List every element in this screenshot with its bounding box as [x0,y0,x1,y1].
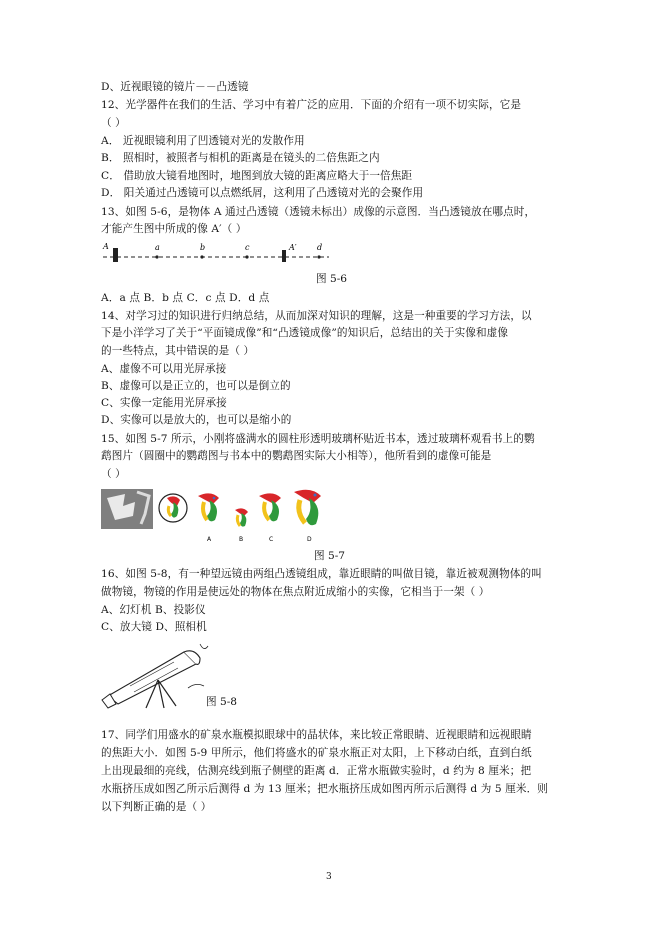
q15-stem: 15、如图 5-7 所示，小刚将盛满水的圆柱形透明玻璃杯贴近书本，透过玻璃杯观看书上的鹦 [101,433,535,445]
point-d [317,255,320,258]
q15-blank: （ ） [101,468,126,480]
figure-5-7 [101,486,337,546]
q11-option-d: D、近视眼镜的镜片－－凸透镜 [101,81,249,93]
parrot-option-a [198,493,219,521]
q16-stem: 16、如图 5-8，有一种望远镜由两组凸透镜组成，靠近眼睛的叫做目镜，靠近被观测物体的叫 [101,568,542,580]
figure-5-6-caption: 图 5-6 [316,273,348,285]
parrot-option-b [235,508,248,526]
object-a [113,248,118,262]
q12-stem: 12、光学器件在我们的生活、学习中有着广泛的应用．下面的介绍有一项不切实际，它是 [101,99,522,111]
q12-option-a: A． 近视眼镜利用了凹透镜对光的发散作用 [101,135,305,147]
q17-stem-cont3: 水瓶挤压成如图乙所示后测得 d 为 13 厘米；把水瓶挤压成如图丙所示后测得 d 为 5 厘米．则 [101,783,548,795]
q14-stem-cont2: 的一些特点，其中错误的是（ ） [101,345,255,357]
sketch-stroke-1 [188,684,204,688]
label-c: c [245,243,250,252]
label-A: A [103,242,109,251]
q17-stem-cont2: 上出现最细的亮线，估测亮线到瓶子侧壁的距离 d．正常水瓶做实验时，d 约为 8 厘米；把 [101,765,532,777]
telescope-tube [108,652,196,704]
q13-stem: 13、如图 5-6，是物体 A 通过凸透镜（透镜未标出）成像的示意图．当凸透镜放在哪点时， [101,206,536,218]
q15-stem-cont: 鹉图片（圆圈中的鹦鹉图与书本中的鹦鹉图实际大小相等），他所看到的虚像可能是 [101,450,492,462]
parrot-option-c [259,493,281,521]
q16-stem-cont: 做物镜，物镜的作用是使远处的物体在焦点附近成缩小的实像，它相当于一架（ ） [101,586,490,598]
q14-option-d: D、实像可以是放大的，也可以是缩小的 [101,414,292,426]
label-d: d [317,243,323,252]
figure-5-6 [101,240,331,266]
q17-stem-cont4: 以下判断正确的是（ ） [101,801,212,813]
q14-option-b: B、虚像可以是正立的，也可以是倒立的 [101,380,291,392]
option-label-d: D [307,536,312,543]
q12-option-c: C． 借助放大镜看地图时，地图到放大镜的距离应略大于一倍焦距 [101,170,413,182]
point-a [155,255,158,258]
figure-5-7-caption: 图 5-7 [314,550,346,562]
option-label-b: B [239,536,244,543]
q13-stem-cont: 才能产生图中所成的像 A′（ ） [101,223,247,235]
q12-option-b: B． 照相时，被照者与相机的距离是在镜头的二倍焦距之内 [101,152,380,164]
label-b: b [200,243,206,252]
option-label-a: A [207,536,212,543]
label-a: a [155,243,160,252]
q16-options-cd: C、放大镜 D、照相机 [101,621,207,633]
point-c [245,255,248,258]
q16-options-ab: A、幻灯机 B、投影仪 [101,604,206,616]
q12-blank: （ ） [101,117,126,129]
sketch-stroke-2 [200,644,208,649]
figure-5-8-caption: 图 5-8 [206,696,238,708]
label-a-prime: A′ [289,243,297,252]
image-a-prime [282,250,286,262]
q12-option-d: D． 阳关通过凸透镜可以点燃纸屑，这利用了凸透镜对光的会聚作用 [101,187,424,199]
figure-5-8 [100,638,210,710]
q17-stem-cont: 的焦距大小．如图 5-9 甲所示，他们将盛水的矿泉水瓶正对太阳，上下移动白纸，直到白纸 [101,747,532,759]
q13-options: A．a 点 B．b 点 C．c 点 D．d 点 [101,292,270,304]
q14-option-a: A、虚像不可以用光屏承接 [101,363,227,375]
q14-stem-cont: 下是小洋学习了关于“平面镜成像”和“凸透镜成像”的知识后，总结出的关于实像和虚像 [101,327,509,339]
q14-option-c: C、实像一定能用光屏承接 [101,397,227,409]
parrot-option-d [294,490,321,525]
point-b [200,255,203,258]
q14-stem: 14、对学习过的知识进行归纳总结，从而加深对知识的理解，这是一种重要的学习方法，以 [101,310,532,322]
option-label-c: C [269,536,274,543]
page-number: 3 [326,872,332,882]
q17-stem: 17、同学们用盛水的矿泉水瓶模拟眼球中的晶状体，来比较正常眼睛、近视眼睛和远视眼睛 [101,729,532,741]
